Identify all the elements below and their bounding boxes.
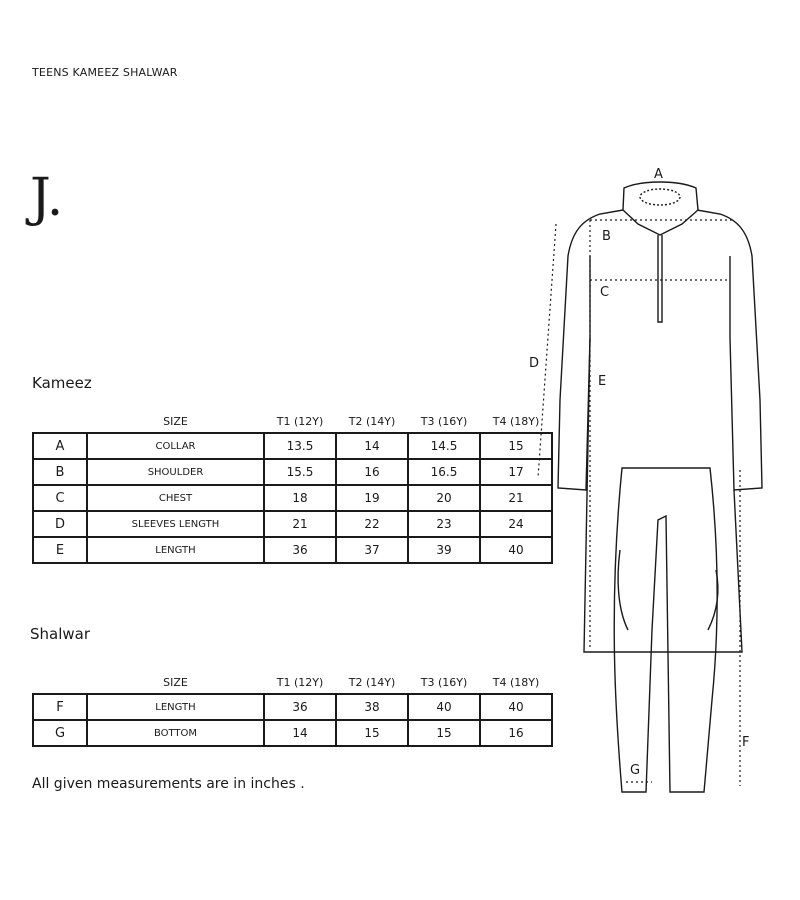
table-cell: 15.5: [264, 459, 336, 485]
table-cell: 19: [336, 485, 408, 511]
table-header-row: [33, 410, 552, 433]
measure-key: B: [33, 459, 87, 485]
table-cell: 20: [408, 485, 480, 511]
diagram-label-a: A: [654, 167, 663, 182]
shalwar-size-table: [32, 671, 553, 747]
table-cell: 15: [408, 720, 480, 746]
header-t3: T3 (16Y): [420, 414, 468, 428]
table-row: [33, 694, 552, 720]
kameez-section-title: Kameez: [32, 374, 92, 392]
table-cell: 16.5: [408, 459, 480, 485]
table-cell: 18: [264, 485, 336, 511]
header-t1: T1 (12Y): [276, 675, 324, 689]
table-row: [33, 433, 552, 459]
table-cell: 40: [408, 694, 480, 720]
table-cell: 13.5: [264, 433, 336, 459]
header-t4: T4 (18Y): [492, 414, 540, 428]
table-cell: 14: [336, 433, 408, 459]
kameez-size-table: [32, 410, 553, 564]
kameez-outline: [558, 182, 762, 652]
measure-key: G: [33, 720, 87, 746]
measure-label: COLLAR: [87, 433, 264, 459]
header-t2: T2 (14Y): [348, 675, 396, 689]
table-cell: 16: [480, 720, 552, 746]
table-header-row: [33, 671, 552, 694]
shalwar-section-title: Shalwar: [30, 625, 91, 643]
measure-key: E: [33, 537, 87, 563]
table-cell: 22: [336, 511, 408, 537]
table-cell: 36: [264, 537, 336, 563]
table-row: [33, 720, 552, 746]
measure-label: BOTTOM: [87, 720, 264, 746]
diagram-label-b: B: [602, 229, 611, 244]
table-row: [33, 459, 552, 485]
table-cell: 15: [480, 433, 552, 459]
header-t3: T3 (16Y): [420, 675, 468, 689]
measure-key: D: [33, 511, 87, 537]
measure-label: SLEEVES LENGTH: [87, 511, 264, 537]
table-cell: 24: [480, 511, 552, 537]
measure-key: F: [33, 694, 87, 720]
table-cell: 40: [480, 537, 552, 563]
measure-label: CHEST: [87, 485, 264, 511]
measurement-note: All given measurements are in inches .: [32, 776, 305, 792]
header-t1: T1 (12Y): [276, 414, 324, 428]
table-row: [33, 537, 552, 563]
header-blank: [33, 410, 87, 433]
header-size: SIZE: [163, 675, 188, 689]
table-cell: 16: [336, 459, 408, 485]
measure-label: LENGTH: [87, 694, 264, 720]
diagram-label-e: E: [598, 374, 607, 389]
measurement-guides: [538, 220, 740, 786]
table-cell: 40: [480, 694, 552, 720]
measure-label: LENGTH: [87, 537, 264, 563]
table-cell: 21: [264, 511, 336, 537]
diagram-label-c: C: [600, 285, 610, 300]
shalwar-outline: [614, 468, 718, 792]
measure-key: C: [33, 485, 87, 511]
table-cell: 38: [336, 694, 408, 720]
diagram-label-g: G: [630, 763, 641, 778]
table-row: [33, 485, 552, 511]
table-cell: 15: [336, 720, 408, 746]
table-cell: 21: [480, 485, 552, 511]
table-cell: 14: [264, 720, 336, 746]
table-row: [33, 511, 552, 537]
diagram-label-f: F: [742, 735, 750, 750]
table-cell: 36: [264, 694, 336, 720]
table-cell: 17: [480, 459, 552, 485]
table-cell: 39: [408, 537, 480, 563]
table-cell: 14.5: [408, 433, 480, 459]
table-cell: 37: [336, 537, 408, 563]
header-t4: T4 (18Y): [492, 675, 540, 689]
diagram-label-d: D: [529, 356, 540, 371]
brand-logo: J.: [30, 168, 64, 228]
measure-label: SHOULDER: [87, 459, 264, 485]
header-blank: [33, 671, 87, 694]
garment-diagram: [520, 160, 790, 810]
header-size: SIZE: [163, 414, 188, 428]
table-cell: 23: [408, 511, 480, 537]
measure-key: A: [33, 433, 87, 459]
page-title: TEENS KAMEEZ SHALWAR: [32, 66, 178, 79]
header-t2: T2 (14Y): [348, 414, 396, 428]
